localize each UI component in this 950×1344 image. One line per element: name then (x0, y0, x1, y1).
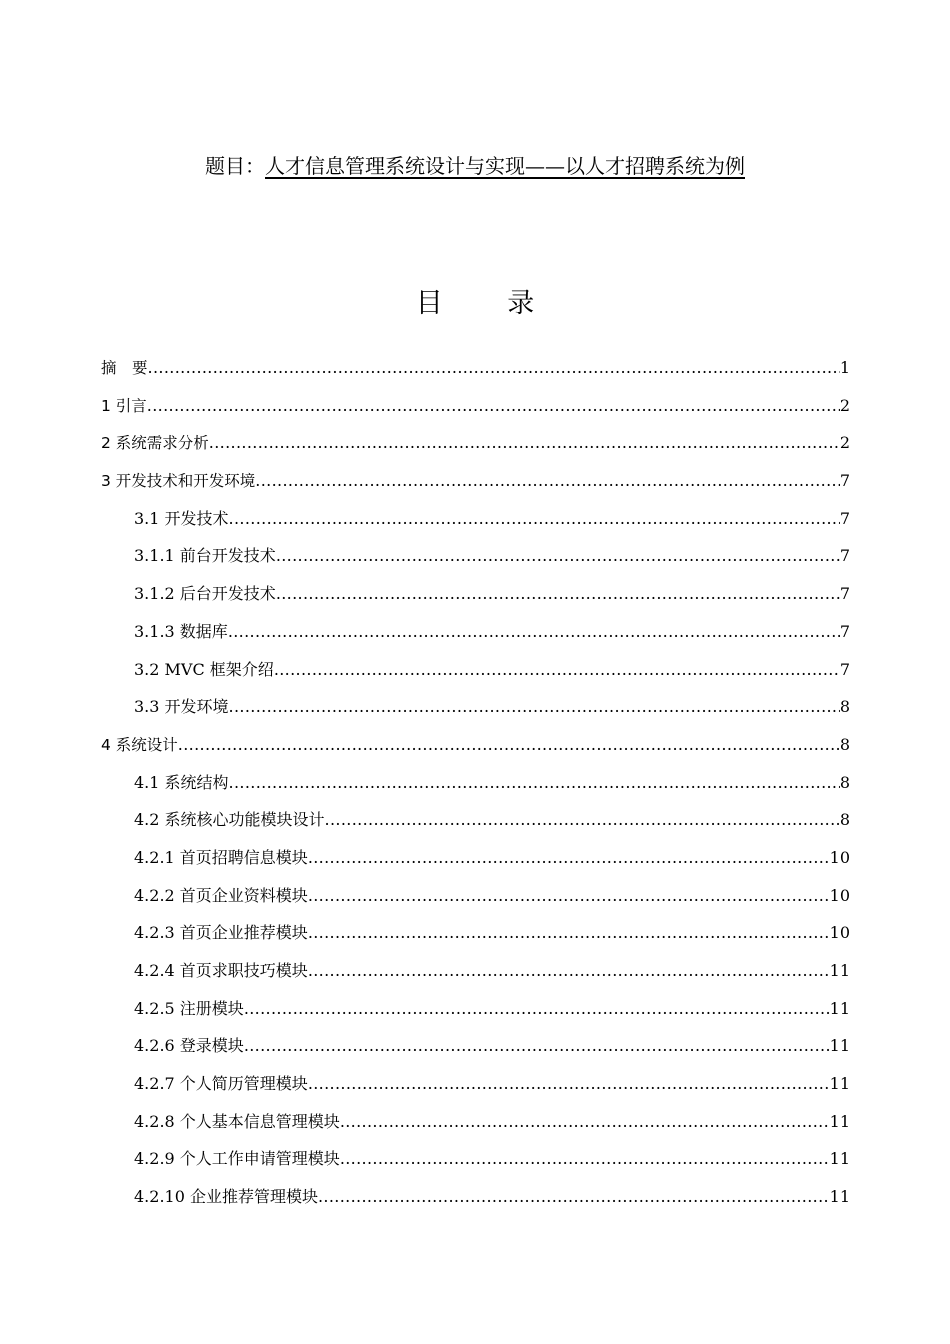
toc-entry[interactable] (101, 575, 850, 613)
toc-entry-page: 10 (829, 885, 850, 905)
toc-entry-page: 2 (839, 433, 850, 453)
toc-entry-page: 11 (829, 1074, 850, 1094)
toc-dot-leader (229, 764, 840, 802)
toc-dot-leader (228, 613, 840, 651)
toc-entry[interactable] (101, 1065, 850, 1103)
toc-entry[interactable] (101, 387, 850, 425)
toc-entry-page: 11 (829, 1149, 850, 1169)
toc-dot-leader (147, 387, 840, 425)
toc-entry[interactable] (101, 349, 850, 387)
toc-entry[interactable] (101, 952, 850, 990)
toc-entry[interactable] (101, 500, 850, 538)
toc-entry-title: 3.2 MVC 框架介绍 (134, 659, 274, 679)
toc-entry-title: 4.2.5 注册模块 (134, 998, 244, 1018)
toc-entry-page: 7 (839, 659, 850, 679)
toc-entry-title: 1 引言 (101, 396, 147, 415)
toc-entry-page: 8 (839, 697, 850, 717)
toc-dot-leader (229, 500, 840, 538)
toc-entry-title: 3.1.3 数据库 (134, 621, 228, 641)
toc-entry[interactable] (101, 764, 850, 802)
toc-entry-title: 4.2.1 首页招聘信息模块 (134, 847, 308, 867)
toc-entry-title: 3.3 开发环境 (134, 697, 229, 717)
toc-entry[interactable] (101, 424, 850, 462)
toc-entry[interactable] (101, 839, 850, 877)
toc-entry-page: 11 (829, 1111, 850, 1131)
toc-entry-page: 7 (839, 621, 850, 641)
toc-entry-title: 4.2.6 登录模块 (134, 1036, 244, 1056)
toc-dot-leader (318, 1178, 830, 1216)
toc-heading: 目 录 (415, 288, 563, 319)
toc-dot-leader (209, 424, 840, 462)
title-value: 人才信息管理系统设计与实现——以人才招聘系统为例 (265, 154, 745, 178)
toc-dot-leader (308, 839, 830, 877)
toc-dot-leader (255, 462, 840, 500)
toc-dot-leader (340, 1103, 830, 1141)
toc-dot-leader (229, 688, 840, 726)
toc-dot-leader (148, 349, 840, 387)
title-label: 题目： (205, 154, 265, 178)
toc-dot-leader (244, 990, 830, 1028)
toc-entry[interactable] (101, 1103, 850, 1141)
document-title (0, 150, 950, 182)
toc-entry-title: 4.2.7 个人简历管理模块 (134, 1074, 308, 1094)
toc-entry-page: 8 (839, 734, 850, 754)
table-of-contents (101, 349, 850, 1216)
toc-entry-page: 11 (829, 961, 850, 980)
toc-entry-title: 4.2 系统核心功能模块设计 (134, 810, 325, 830)
toc-entry-page: 11 (829, 1036, 850, 1056)
toc-entry-page: 10 (829, 923, 850, 943)
toc-entry-title: 2 系统需求分析 (101, 434, 209, 453)
toc-entry-page: 7 (839, 546, 850, 566)
toc-dot-leader (340, 1140, 830, 1178)
toc-dot-leader (308, 914, 830, 952)
toc-dot-leader (308, 877, 830, 915)
toc-entry[interactable] (101, 1140, 850, 1178)
toc-entry-title: 4.2.8 个人基本信息管理模块 (134, 1111, 340, 1131)
toc-entry-page: 8 (839, 772, 850, 792)
toc-entry-page: 7 (839, 584, 850, 604)
toc-dot-leader (325, 801, 840, 839)
toc-entry[interactable] (101, 1027, 850, 1065)
toc-entry-page: 11 (829, 1187, 850, 1207)
toc-entry[interactable] (101, 1178, 850, 1216)
toc-entry-title: 3 开发技术和开发环境 (101, 472, 256, 491)
toc-dot-leader (276, 537, 840, 575)
toc-dot-leader (308, 952, 830, 990)
toc-entry-title: 4.2.3 首页企业推荐模块 (134, 923, 308, 943)
toc-entry-title: 3.1 开发技术 (134, 508, 229, 528)
toc-entry[interactable] (101, 651, 850, 689)
toc-dot-leader (308, 1065, 830, 1103)
toc-entry[interactable] (101, 990, 850, 1028)
toc-entry-title: 4.2.9 个人工作申请管理模块 (134, 1149, 340, 1169)
toc-entry-title: 4 系统设计 (101, 735, 178, 754)
toc-entry[interactable] (101, 877, 850, 915)
toc-dot-leader (178, 726, 840, 764)
toc-entry[interactable] (101, 537, 850, 575)
toc-entry-page: 10 (829, 847, 850, 867)
toc-entry-page: 7 (839, 508, 850, 528)
toc-entry-page: 2 (839, 395, 850, 415)
toc-entry[interactable] (101, 688, 850, 726)
toc-dot-leader (274, 651, 840, 689)
toc-entry-page: 11 (829, 998, 850, 1018)
toc-entry-title: 3.1.1 前台开发技术 (134, 546, 276, 566)
toc-entry-title: 4.2.4 首页求职技巧模块 (134, 961, 308, 980)
toc-entry[interactable] (101, 801, 850, 839)
toc-entry[interactable] (101, 462, 850, 500)
toc-dot-leader (276, 575, 840, 613)
toc-entry-title: 摘 要 (101, 359, 148, 377)
toc-entry-title: 4.1 系统结构 (134, 772, 229, 792)
toc-entry-page: 8 (839, 810, 850, 830)
toc-entry-title: 4.2.10 企业推荐管理模块 (134, 1187, 318, 1207)
toc-entry[interactable] (101, 914, 850, 952)
toc-entry-title: 4.2.2 首页企业资料模块 (134, 885, 308, 905)
toc-entry[interactable] (101, 613, 850, 651)
toc-entry-page: 7 (839, 471, 850, 491)
toc-dot-leader (244, 1027, 830, 1065)
toc-entry[interactable] (101, 726, 850, 764)
toc-entry-page: 1 (839, 358, 850, 377)
toc-entry-title: 3.1.2 后台开发技术 (134, 584, 276, 604)
